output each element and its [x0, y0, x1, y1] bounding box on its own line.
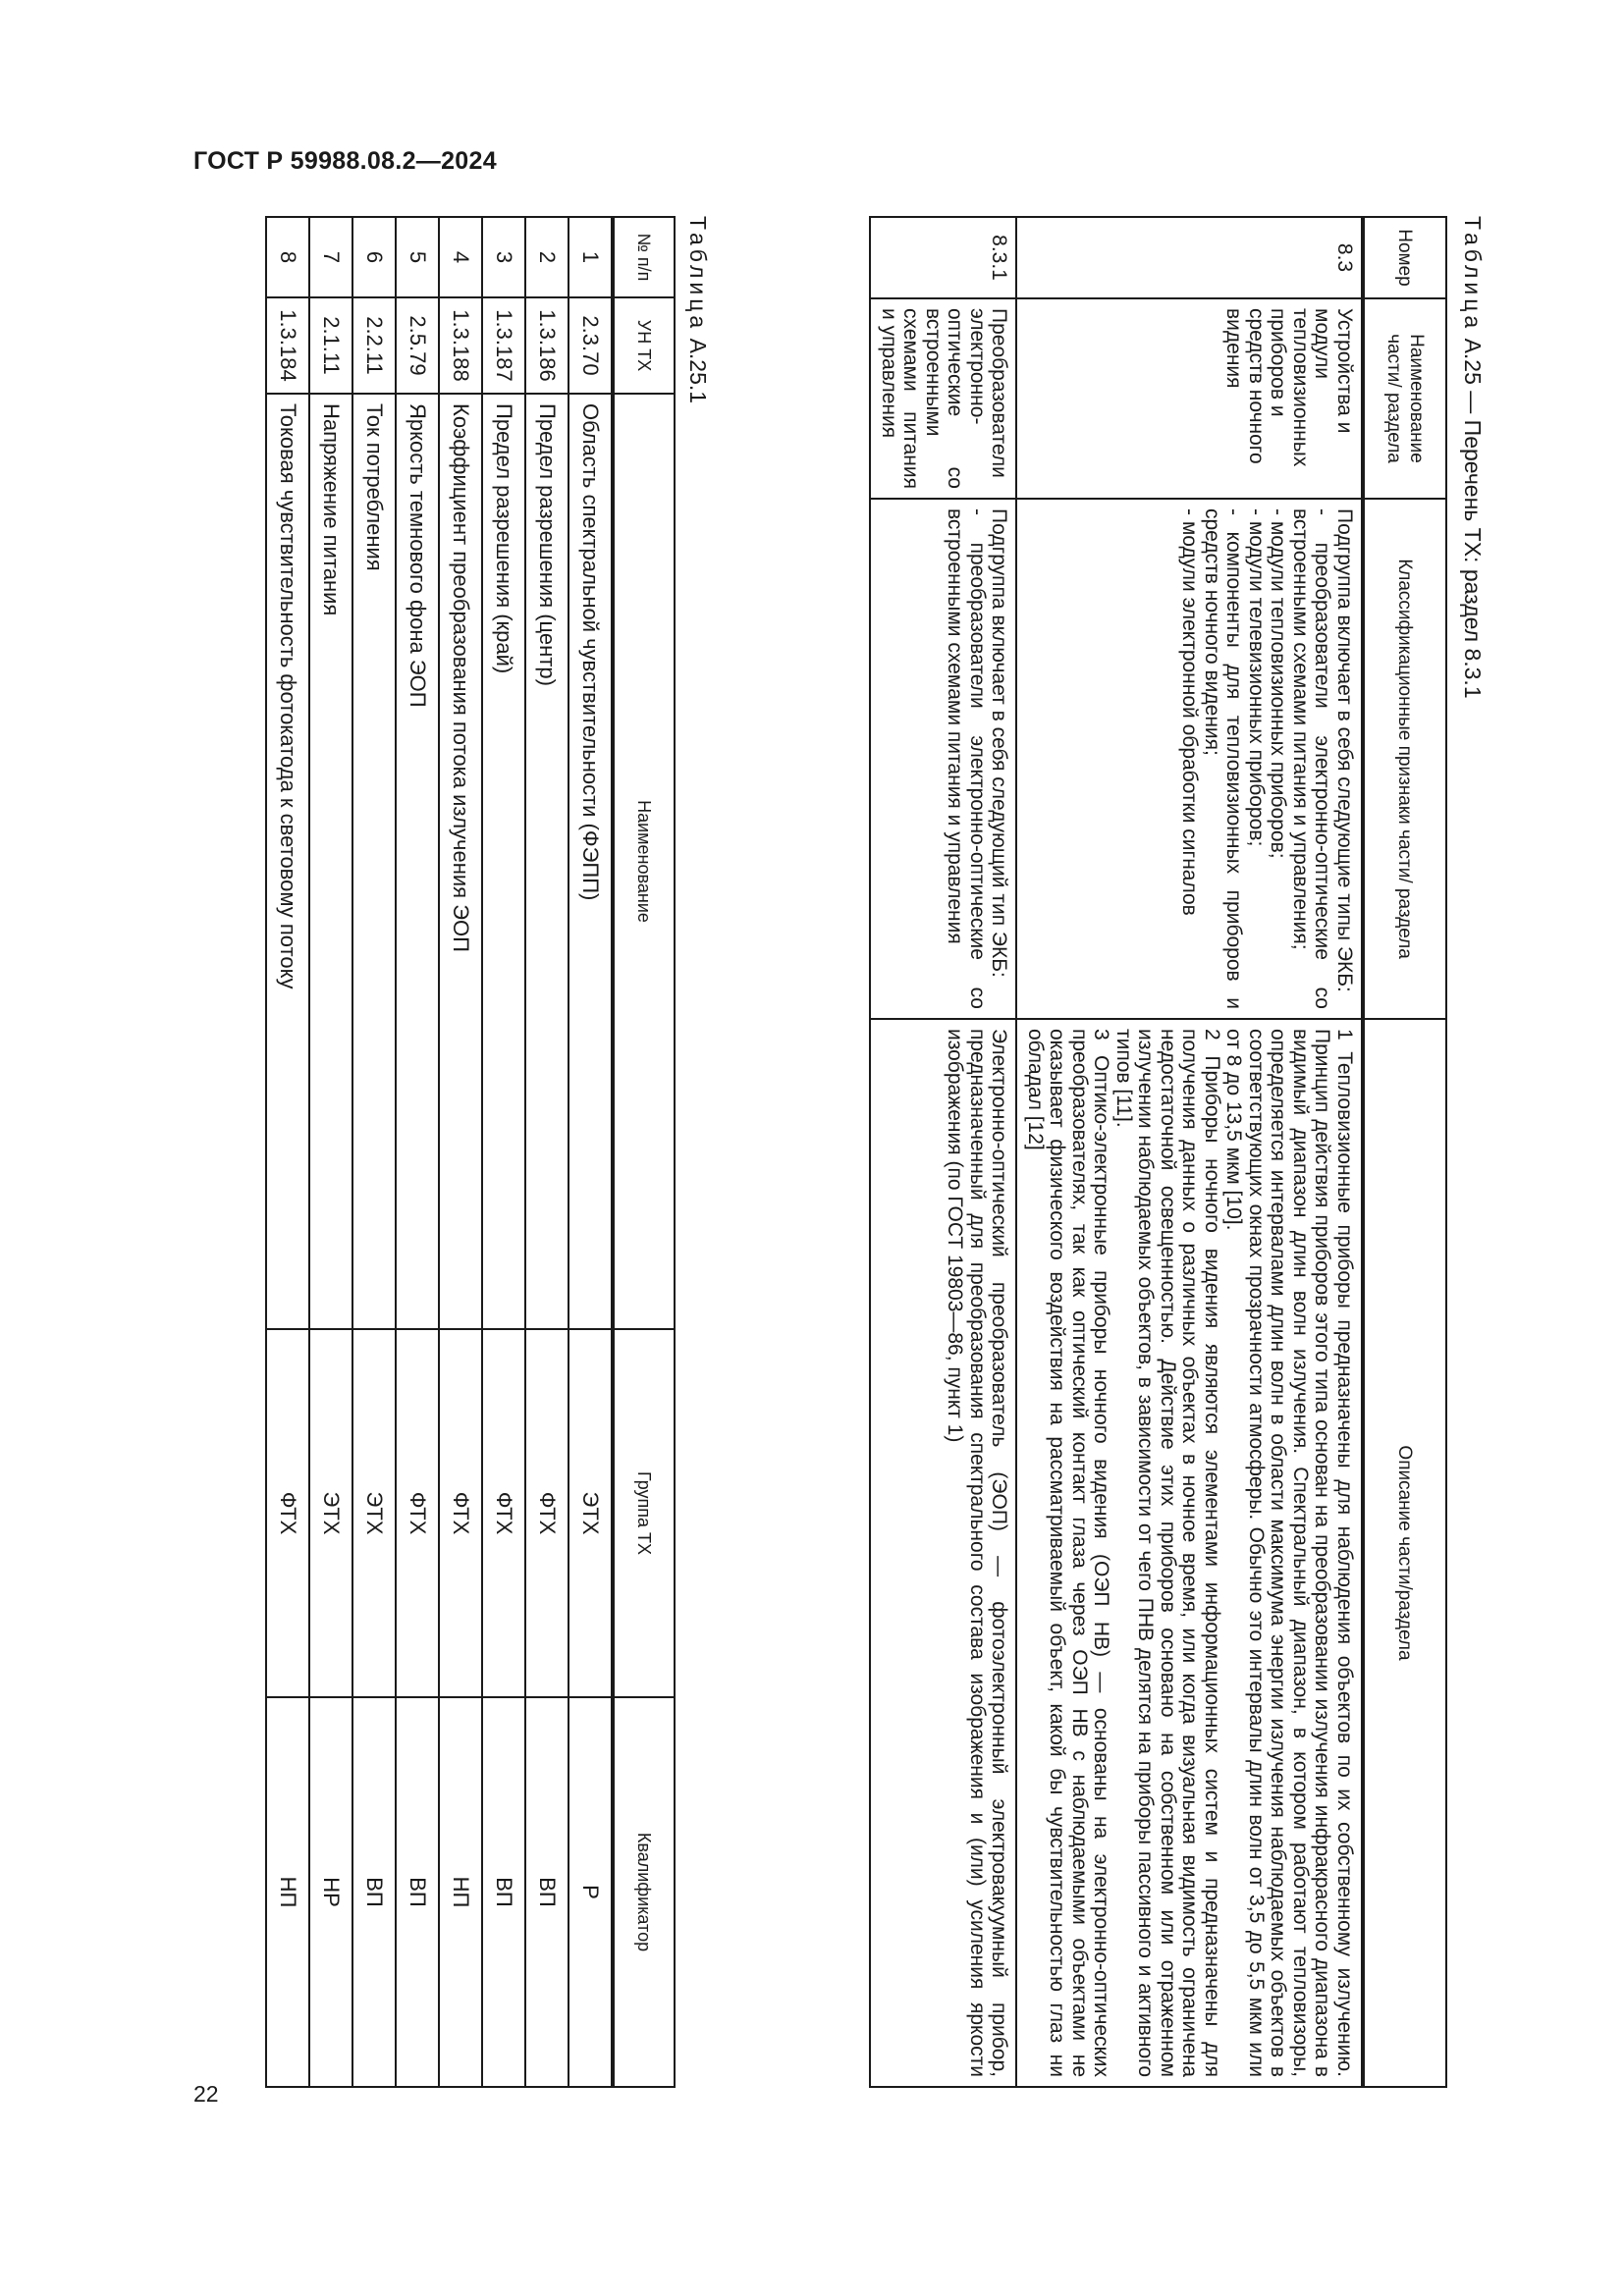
table-row [568, 217, 613, 2087]
table-row [396, 217, 439, 2087]
row-index: 3 [482, 217, 525, 297]
table-row [352, 217, 396, 2087]
row-name: Преобразователи электронно-оптические со встроенными схемами питания и управления [871, 298, 1017, 499]
table-header-row [1363, 217, 1446, 2087]
row-code: 2.3.70 [568, 297, 613, 394]
col-header-name: Наименование [613, 394, 675, 1329]
col-header-number: Номер [1363, 217, 1446, 298]
row-qualifier: НР [309, 1697, 352, 2087]
row-index: 4 [439, 217, 482, 297]
landscape-content [194, 216, 1490, 2086]
row-name: Напряжение питания [309, 394, 352, 1329]
row-features: Подгруппа включает в себя следующий тип ЭКБ: - преобразователи электронно-оптические со встроенными схемами питания и управления [871, 499, 1017, 1019]
col-header-code: УН ТХ [613, 297, 675, 394]
caption-text: А.25.1 [685, 332, 711, 404]
row-group: ФТХ [396, 1329, 439, 1697]
row-index: 2 [525, 217, 568, 297]
table-row [439, 217, 482, 2087]
row-group: ЭТХ [352, 1329, 396, 1697]
col-header-qualifier: Квалификатор [613, 1697, 675, 2087]
table-row [525, 217, 568, 2087]
row-name: Яркость темнового фона ЭОП [396, 394, 439, 1329]
row-name: Устройства и модули тепловизионных приборов и средств ночного видения [1017, 298, 1364, 499]
row-qualifier: Р [568, 1697, 613, 2087]
row-group: ФТХ [439, 1329, 482, 1697]
row-qualifier: ВП [525, 1697, 568, 2087]
caption-text: А.25 — Перечень ТХ: раздел 8.3.1 [1460, 332, 1486, 699]
col-header-features: Классификационные признаки части/ раздела [1363, 499, 1446, 1019]
row-name: Предел разрешения (центр) [525, 394, 568, 1329]
row-qualifier: ВП [482, 1697, 525, 2087]
caption-prefix: Таблица [1460, 216, 1486, 333]
caption-prefix: Таблица [685, 216, 711, 333]
table-header-row [613, 217, 675, 2087]
row-group: ЭТХ [568, 1329, 613, 1697]
row-index: 5 [396, 217, 439, 297]
row-qualifier: ВП [352, 1697, 396, 2087]
row-name: Коэффициент преобразования потока излучения ЭОП [439, 394, 482, 1329]
row-qualifier: НП [266, 1697, 309, 2087]
row-features: Подгруппа включает в себя следующие типы ЭКБ: - преобразователи электронно-оптические со встроенными схемами питания и управления; - модули тепловизионных приборов; - модули телевизионных приборов; - компоненты для тепловизионных приборов и средств ночного видения; - модули электронной обработки сигналов [1017, 499, 1364, 1019]
row-group: ФТХ [482, 1329, 525, 1697]
row-qualifier: НП [439, 1697, 482, 2087]
col-header-name: Наименование части/ раздела [1363, 298, 1446, 499]
col-header-group: Группа ТХ [613, 1329, 675, 1697]
table-a25 [870, 216, 1448, 2088]
row-number: 8.3 [1017, 217, 1364, 298]
table-a251 [265, 216, 676, 2088]
row-group: ФТХ [266, 1329, 309, 1697]
row-description: Электронно-оптический преобразователь (ЭОП) — фотоэлектронный электровакуумный прибор, предназначенный для преобразования спектрального состава изображения и (или) усиления яркости изображения (по ГОСТ 19803—86, пункт 1) [871, 1019, 1017, 2087]
table-a25-caption [1459, 216, 1487, 699]
row-name: Предел разрешения (край) [482, 394, 525, 1329]
row-code: 2.5.79 [396, 297, 439, 394]
table-row [1017, 217, 1364, 2087]
table-row [309, 217, 352, 2087]
row-name: Область спектральной чувствительности (ФЭПП) [568, 394, 613, 1329]
row-index: 7 [309, 217, 352, 297]
col-header-index: № п/п [613, 217, 675, 297]
row-index: 6 [352, 217, 396, 297]
row-name: Ток потребления [352, 394, 396, 1329]
row-name: Токовая чувствительность фотокатода к световому потоку [266, 394, 309, 1329]
row-description: 1 Тепловизионные приборы предназначены для наблюдения объектов по их собственному излучению. Принцип действия приборов этого типа основан на преобразовании излучения инфракрасного диапазона в видимый диапазон длин волн излучения. Спектральный диапазон, в котором работают тепловизоры, определяется интервалами длин волн в области максимума энергии излучения наблюдаемых объектов в соответствующих окнах прозрачности атмосферы. Обычно это интервалы длин волн от 3,5 до 5,5 мкм или от 8 до 13,5 мкм [10]. 2 Приборы ночного видения являются элементами информационных систем и предназначены для получения данных о различных объектах в ночное время, или когда визуальная видимость ограничена недостаточной освещенностью. Действие этих приборов основано на собственном или отраженном излучении наблюдаемых объектов, в зависимости от чего ПНВ делятся на приборы пассивного и активного типов [11]. 3 Оптико-электронные приборы ночного видения (ОЭП НВ) — основаны на электронно-оптических преобразователях, так как оптический контакт глаза через ОЭП НВ с наблюдаемыми объектами не оказывает физического воздействия на рассматриваемый объект, какой бы чувствительностью глаз ни обладал [12] [1017, 1019, 1364, 2087]
document-header: ГОСТ Р 59988.08.2—2024 [193, 147, 497, 175]
row-number: 8.3.1 [871, 217, 1017, 298]
row-code: 1.3.184 [266, 297, 309, 394]
row-code: 1.3.186 [525, 297, 568, 394]
row-group: ЭТХ [309, 1329, 352, 1697]
row-code: 2.1.11 [309, 297, 352, 394]
row-index: 1 [568, 217, 613, 297]
row-code: 1.3.187 [482, 297, 525, 394]
row-code: 2.2.11 [352, 297, 396, 394]
row-code: 1.3.188 [439, 297, 482, 394]
table-row [482, 217, 525, 2087]
row-index: 8 [266, 217, 309, 297]
page-number: 22 [193, 2081, 219, 2107]
table-row [266, 217, 309, 2087]
table-a251-caption [684, 216, 712, 403]
table-row [871, 217, 1017, 2087]
row-qualifier: ВП [396, 1697, 439, 2087]
row-group: ФТХ [525, 1329, 568, 1697]
col-header-description: Описание части/раздела [1363, 1019, 1446, 2087]
